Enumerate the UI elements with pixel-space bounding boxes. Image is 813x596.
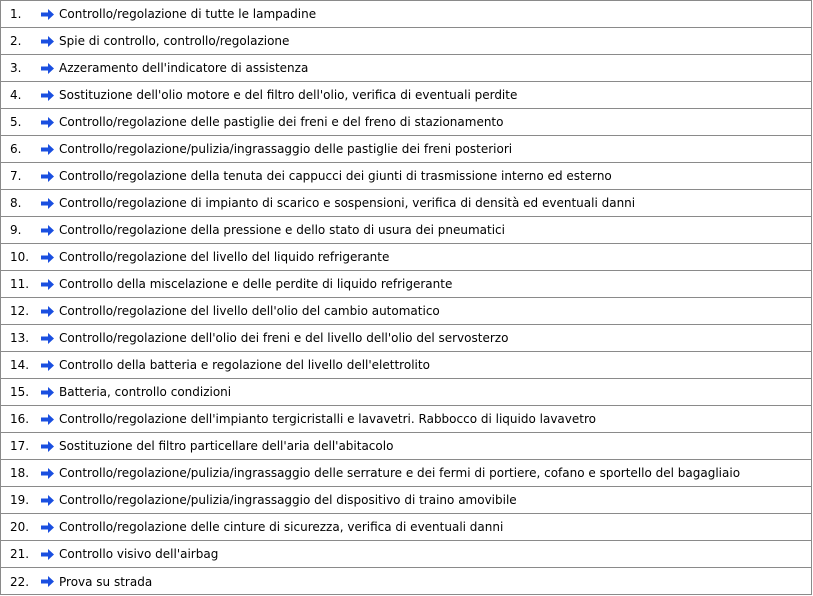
table-row <box>1 55 811 82</box>
row-number: 13. <box>10 331 30 345</box>
row-text: Controllo/regolazione del livello del liquido refrigerante <box>59 250 390 264</box>
row-number: 8. <box>10 196 22 210</box>
row-number: 7. <box>10 169 22 183</box>
row-number: 20. <box>10 520 30 534</box>
row-number: 4. <box>10 88 22 102</box>
table-row <box>1 82 811 109</box>
right-arrow-icon <box>41 306 55 317</box>
row-number: 17. <box>10 439 30 453</box>
right-arrow-icon <box>41 468 55 479</box>
right-arrow-icon <box>41 495 55 506</box>
row-text: Sostituzione dell'olio motore e del filtro dell'olio, verifica di eventuali perdite <box>59 88 518 102</box>
right-arrow-icon <box>41 198 55 209</box>
row-text: Controllo/regolazione delle cinture di sicurezza, verifica di eventuali danni <box>59 520 504 534</box>
row-number: 19. <box>10 493 30 507</box>
row-text: Spie di controllo, controllo/regolazione <box>59 34 290 48</box>
row-text: Controllo/regolazione della pressione e dello stato di usura dei pneumatici <box>59 223 505 237</box>
table-row <box>1 379 811 406</box>
table-row <box>1 190 811 217</box>
row-number: 15. <box>10 385 30 399</box>
row-number: 9. <box>10 223 22 237</box>
row-text: Controllo/regolazione di impianto di scarico e sospensioni, verifica di densità ed eventuali danni <box>59 196 636 210</box>
row-text: Sostituzione del filtro particellare dell'aria dell'abitacolo <box>59 439 394 453</box>
row-text: Controllo visivo dell'airbag <box>59 547 219 561</box>
right-arrow-icon <box>41 576 55 587</box>
row-number: 10. <box>10 250 30 264</box>
row-number: 12. <box>10 304 30 318</box>
table-row <box>1 136 811 163</box>
right-arrow-icon <box>41 63 55 74</box>
row-number: 22. <box>10 574 30 589</box>
row-number: 16. <box>10 412 30 426</box>
table-row <box>1 487 811 514</box>
row-number: 14. <box>10 358 30 372</box>
table-row <box>1 1 811 28</box>
table-row <box>1 109 811 136</box>
row-text: Controllo della batteria e regolazione del livello dell'elettrolito <box>59 358 430 372</box>
row-number: 21. <box>10 547 30 561</box>
row-number: 3. <box>10 61 22 75</box>
table-row <box>1 298 811 325</box>
row-text: Controllo/regolazione del livello dell'olio del cambio automatico <box>59 304 440 318</box>
right-arrow-icon <box>41 90 55 101</box>
row-text: Prova su strada <box>59 574 153 589</box>
right-arrow-icon <box>41 252 55 263</box>
right-arrow-icon <box>41 144 55 155</box>
right-arrow-icon <box>41 549 55 560</box>
table-row <box>1 217 811 244</box>
row-text: Controllo/regolazione dell'olio dei freni e del livello dell'olio del servosterzo <box>59 331 509 345</box>
table-row <box>1 325 811 352</box>
row-text: Controllo/regolazione/pulizia/ingrassaggio delle pastiglie dei freni posteriori <box>59 142 513 156</box>
row-text: Controllo/regolazione/pulizia/ingrassaggio del dispositivo di traino amovibile <box>59 493 517 507</box>
right-arrow-icon <box>41 279 55 290</box>
table-row <box>1 568 811 595</box>
right-arrow-icon <box>41 387 55 398</box>
table-row <box>1 352 811 379</box>
right-arrow-icon <box>41 9 55 20</box>
row-number: 2. <box>10 34 22 48</box>
row-number: 18. <box>10 466 30 480</box>
right-arrow-icon <box>41 414 55 425</box>
row-text: Controllo/regolazione della tenuta dei cappucci dei giunti di trasmissione interno ed esterno <box>59 169 612 183</box>
table-row <box>1 163 811 190</box>
right-arrow-icon <box>41 360 55 371</box>
row-text: Controllo/regolazione di tutte le lampadine <box>59 7 317 21</box>
table-row <box>1 28 811 55</box>
row-text: Controllo/regolazione/pulizia/ingrassaggio delle serrature e dei fermi di portiere, cofano e sportello del bagagliaio <box>59 466 741 480</box>
row-text: Controllo della miscelazione e delle perdite di liquido refrigerante <box>59 277 453 291</box>
table-row <box>1 541 811 568</box>
row-number: 5. <box>10 115 22 129</box>
row-number: 11. <box>10 277 30 291</box>
row-text: Azzeramento dell'indicatore di assistenza <box>59 61 309 75</box>
table-row <box>1 433 811 460</box>
table-row <box>1 406 811 433</box>
right-arrow-icon <box>41 333 55 344</box>
row-number: 6. <box>10 142 22 156</box>
table-row <box>1 271 811 298</box>
table-row <box>1 244 811 271</box>
right-arrow-icon <box>41 522 55 533</box>
right-arrow-icon <box>41 36 55 47</box>
right-arrow-icon <box>41 117 55 128</box>
row-text: Controllo/regolazione dell'impianto tergicristalli e lavavetri. Rabbocco di liquido lavavetro <box>59 412 596 426</box>
table-row <box>1 514 811 541</box>
right-arrow-icon <box>41 171 55 182</box>
right-arrow-icon <box>41 441 55 452</box>
row-text: Batteria, controllo condizioni <box>59 385 232 399</box>
row-text: Controllo/regolazione delle pastiglie dei freni e del freno di stazionamento <box>59 115 504 129</box>
row-number: 1. <box>10 7 22 21</box>
right-arrow-icon <box>41 225 55 236</box>
table-row <box>1 460 811 487</box>
